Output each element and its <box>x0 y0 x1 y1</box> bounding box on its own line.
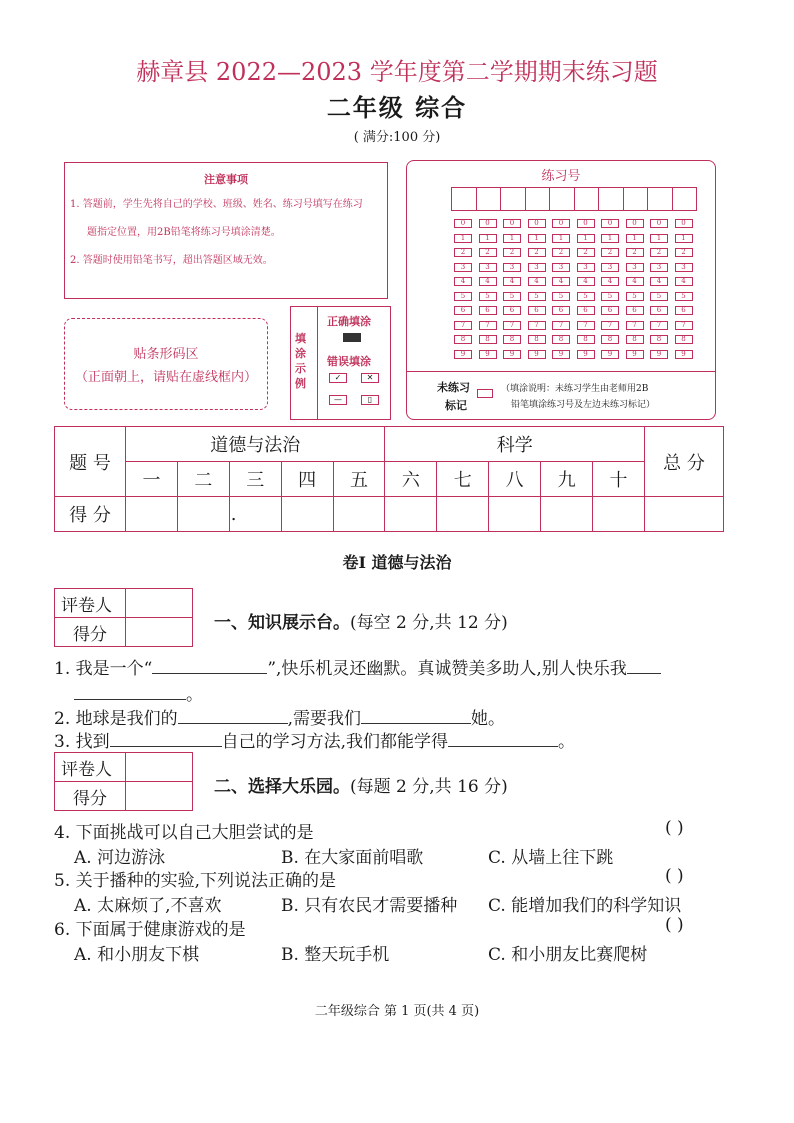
digit-bubble[interactable]: 3 <box>528 263 546 272</box>
digit-bubble[interactable]: 9 <box>528 350 546 359</box>
digit-bubble[interactable]: 0 <box>650 219 668 228</box>
digit-bubble[interactable]: 3 <box>454 263 472 272</box>
col-header: 五 <box>333 462 385 497</box>
section2-note: (每题 2 分,共 16 分) <box>350 777 508 797</box>
digit-bubble[interactable]: 6 <box>601 306 619 315</box>
practice-number-entry-box[interactable] <box>598 187 624 211</box>
digit-bubble[interactable]: 5 <box>454 292 472 301</box>
digit-bubble[interactable]: 3 <box>650 263 668 272</box>
digit-bubble[interactable]: 6 <box>503 306 521 315</box>
q1-blank-1[interactable] <box>152 673 267 674</box>
digit-bubble[interactable]: 7 <box>650 321 668 330</box>
q2-text-a: 2. 地球是我们的 <box>54 709 178 729</box>
q2-text-b: ,需要我们 <box>287 709 362 729</box>
reviewer-label: 评卷人 <box>55 753 126 782</box>
digit-bubble[interactable]: 9 <box>577 350 595 359</box>
question-2 <box>54 704 505 729</box>
q6-option-a: A. 和小朋友下棋 <box>74 945 200 965</box>
digit-bubble[interactable]: 8 <box>626 335 644 344</box>
practice-number-box <box>406 160 716 420</box>
digit-bubble[interactable]: 7 <box>626 321 644 330</box>
q4-option-a: A. 河边游泳 <box>74 848 166 868</box>
notice-heading: 注意事项 <box>204 173 248 186</box>
digit-bubble[interactable]: 4 <box>528 277 546 286</box>
correct-fill-mark <box>343 333 361 342</box>
practice-number-entry-box[interactable] <box>476 187 502 211</box>
q4-option-b: B. 在大家面前唱歌 <box>281 848 424 868</box>
col-header: 二 <box>177 462 229 497</box>
wrong-fill-label: 错误填涂 <box>327 355 371 368</box>
digit-bubble[interactable]: 4 <box>650 277 668 286</box>
q5-option-b: B. 只有农民才需要播种 <box>281 896 458 916</box>
q4-answer-paren[interactable]: ( ) <box>665 818 684 838</box>
grader-score-cell[interactable] <box>126 782 193 811</box>
digit-bubble[interactable]: 9 <box>601 350 619 359</box>
digit-bubble[interactable]: 9 <box>675 350 693 359</box>
wrong-fill-cross-icon: ✕ <box>361 373 379 383</box>
digit-bubble[interactable]: 1 <box>552 234 570 243</box>
digit-bubble[interactable]: 8 <box>675 335 693 344</box>
digit-bubble[interactable]: 7 <box>552 321 570 330</box>
fill-example-side-label: 填涂示例 <box>295 332 306 390</box>
digit-bubble[interactable]: 4 <box>552 277 570 286</box>
digit-bubble[interactable]: 7 <box>577 321 595 330</box>
digit-bubble[interactable]: 8 <box>650 335 668 344</box>
notice-box <box>64 162 388 299</box>
q3-text-a: 3. 找到 <box>54 732 110 752</box>
digit-bubble[interactable]: 2 <box>454 248 472 257</box>
digit-bubble[interactable]: 0 <box>528 219 546 228</box>
score-cell[interactable] <box>333 497 385 532</box>
digit-bubble[interactable]: 7 <box>675 321 693 330</box>
digit-bubble[interactable]: 4 <box>577 277 595 286</box>
digit-bubble[interactable]: 6 <box>454 306 472 315</box>
digit-bubble[interactable]: 0 <box>479 219 497 228</box>
score-cell[interactable] <box>437 497 489 532</box>
digit-bubble[interactable]: 9 <box>626 350 644 359</box>
digit-bubble[interactable]: 5 <box>626 292 644 301</box>
digit-bubble[interactable]: 7 <box>503 321 521 330</box>
question-1 <box>54 654 661 679</box>
q3-text-b: 自己的学习方法,我们都能学得 <box>221 732 449 752</box>
full-score: ( 满分:100 分) <box>353 130 441 145</box>
digit-bubble[interactable]: 2 <box>601 248 619 257</box>
absent-label-1: 未练习 <box>437 381 470 394</box>
score-label: 得分 <box>55 618 126 647</box>
barcode-area <box>64 318 268 410</box>
col-header: 十 <box>593 462 645 497</box>
digit-bubble[interactable]: 2 <box>675 248 693 257</box>
digit-bubble[interactable]: 1 <box>479 234 497 243</box>
q3-text-c: 。 <box>558 732 576 752</box>
q6-option-c: C. 和小朋友比赛爬树 <box>488 945 648 965</box>
question-1-cont <box>74 680 203 705</box>
digit-bubble[interactable]: 0 <box>577 219 595 228</box>
digit-bubble[interactable]: 5 <box>650 292 668 301</box>
wrong-fill-partial-icon: ▯ <box>361 395 379 405</box>
score-cell[interactable] <box>126 497 178 532</box>
group-morality-header: 道德与法治 <box>126 427 385 462</box>
wrong-fill-check-icon: ✓ <box>329 373 347 383</box>
digit-bubble[interactable]: 4 <box>675 277 693 286</box>
q5-option-c: C. 能增加我们的科学知识 <box>488 896 682 916</box>
q6-option-b: B. 整天玩手机 <box>281 945 390 965</box>
barcode-instruction: （正面朝上，请贴在虚线框内） <box>74 370 257 385</box>
q2-text-c: 她。 <box>471 709 506 729</box>
digit-bubble[interactable]: 0 <box>601 219 619 228</box>
digit-bubble[interactable]: 3 <box>601 263 619 272</box>
score-cell[interactable] <box>177 497 229 532</box>
digit-bubble[interactable]: 7 <box>528 321 546 330</box>
digit-bubble[interactable]: 7 <box>454 321 472 330</box>
question-4-stem: 4. 下面挑战可以自己大胆尝试的是 <box>54 823 314 843</box>
digit-bubble[interactable]: 0 <box>454 219 472 228</box>
digit-bubble[interactable]: 9 <box>503 350 521 359</box>
digit-bubble[interactable]: 1 <box>577 234 595 243</box>
digit-bubble[interactable]: 2 <box>577 248 595 257</box>
col-header: 八 <box>489 462 541 497</box>
grader-table-1 <box>54 588 193 647</box>
digit-bubble[interactable]: 5 <box>503 292 521 301</box>
grader-score-cell[interactable] <box>126 618 193 647</box>
digit-bubble[interactable]: 6 <box>479 306 497 315</box>
digit-bubble[interactable]: 7 <box>601 321 619 330</box>
practice-number-entry-box[interactable] <box>672 187 698 211</box>
q2-blank-1[interactable] <box>178 723 288 724</box>
total-header: 总 分 <box>645 427 724 497</box>
digit-bubble[interactable]: 6 <box>675 306 693 315</box>
score-cell[interactable] <box>385 497 437 532</box>
question-5-stem: 5. 关于播种的实验,下列说法正确的是 <box>54 871 337 891</box>
digit-bubble[interactable]: 0 <box>503 219 521 228</box>
digit-bubble[interactable]: 5 <box>577 292 595 301</box>
practice-number-entry-box[interactable] <box>549 187 575 211</box>
digit-bubble[interactable]: 1 <box>528 234 546 243</box>
exam-title: 赫章县 2022—2023 学年度第二学期期末练习题 <box>136 58 658 86</box>
digit-bubble[interactable]: 1 <box>675 234 693 243</box>
section1-heading <box>214 608 508 633</box>
practice-number-entry-box[interactable] <box>525 187 551 211</box>
digit-bubble[interactable]: 9 <box>479 350 497 359</box>
q1-text-c: 。 <box>186 685 203 705</box>
col-header: 七 <box>437 462 489 497</box>
wrong-fill-dash-icon: — <box>329 395 347 405</box>
practice-number-entry-box[interactable] <box>623 187 649 211</box>
q1-text-b: ”,快乐机灵还幽默。真诚赞美多助人,别人快乐我 <box>267 659 627 679</box>
correct-fill-label: 正确填涂 <box>327 315 371 328</box>
digit-bubble[interactable]: 2 <box>650 248 668 257</box>
digit-bubble[interactable]: 0 <box>626 219 644 228</box>
exam-subtitle: 二年级 综合 <box>326 93 468 122</box>
digit-bubble[interactable]: 2 <box>503 248 521 257</box>
practice-number-title: 练习号 <box>541 169 581 184</box>
question-6-stem: 6. 下面属于健康游戏的是 <box>54 920 246 940</box>
grader-table-2 <box>54 752 193 811</box>
digit-bubble[interactable]: 1 <box>454 234 472 243</box>
section1-note: (每空 2 分,共 12 分) <box>350 613 508 633</box>
absent-note-2: 铅笔填涂练习号及左边未练习标记） <box>511 400 656 410</box>
digit-bubble[interactable]: 6 <box>577 306 595 315</box>
digit-bubble[interactable]: 3 <box>626 263 644 272</box>
reviewer-cell[interactable] <box>126 753 193 782</box>
digit-bubble[interactable]: 8 <box>577 335 595 344</box>
digit-bubble[interactable]: 6 <box>650 306 668 315</box>
digit-bubble[interactable]: 3 <box>503 263 521 272</box>
digit-bubble[interactable]: 4 <box>601 277 619 286</box>
total-score-cell[interactable] <box>645 497 724 532</box>
digit-bubble[interactable]: 3 <box>577 263 595 272</box>
question-3 <box>54 727 575 752</box>
col-header: 六 <box>385 462 437 497</box>
practice-number-entry-box[interactable] <box>574 187 600 211</box>
barcode-label: 贴条形码区 <box>133 347 199 362</box>
volume-title: 卷Ⅰ 道德与法治 <box>342 553 452 572</box>
q3-blank-1[interactable] <box>110 746 222 747</box>
digit-bubble[interactable]: 2 <box>626 248 644 257</box>
col-header: 九 <box>541 462 593 497</box>
section1-title: 一、知识展示台。 <box>214 613 350 633</box>
q1-blank-2a[interactable] <box>627 673 661 674</box>
absent-mark-box[interactable] <box>477 389 493 398</box>
absent-label-2: 标记 <box>445 399 467 412</box>
score-cell[interactable] <box>489 497 541 532</box>
digit-bubble[interactable]: 3 <box>479 263 497 272</box>
digit-bubble[interactable]: 4 <box>626 277 644 286</box>
digit-bubble[interactable]: 8 <box>503 335 521 344</box>
digit-bubble[interactable]: 3 <box>675 263 693 272</box>
practice-number-entry-box[interactable] <box>451 187 477 211</box>
digit-bubble[interactable]: 0 <box>675 219 693 228</box>
digit-bubble[interactable]: 6 <box>528 306 546 315</box>
q3-blank-2[interactable] <box>448 746 558 747</box>
digit-bubble[interactable]: 8 <box>552 335 570 344</box>
absent-note-1: （填涂说明：未练习学生由老师用2B <box>501 384 649 394</box>
digit-bubble[interactable]: 9 <box>454 350 472 359</box>
q5-answer-paren[interactable]: ( ) <box>665 866 684 886</box>
digit-bubble[interactable]: 5 <box>675 292 693 301</box>
digit-bubble[interactable]: 1 <box>626 234 644 243</box>
digit-bubble[interactable]: 0 <box>552 219 570 228</box>
fill-example-box <box>290 306 391 420</box>
notice-line1b: 题指定位置，用2B铅笔将练习号填涂清楚。 <box>87 227 281 238</box>
col-header: 四 <box>281 462 333 497</box>
digit-bubble[interactable]: 5 <box>528 292 546 301</box>
group-science-header: 科学 <box>385 427 645 462</box>
digit-bubble[interactable]: 4 <box>479 277 497 286</box>
notice-line2: 2. 答题时使用铅笔书写，超出答题区域无效。 <box>70 255 273 266</box>
score-cell[interactable]: . <box>229 497 281 532</box>
q6-answer-paren[interactable]: ( ) <box>665 915 684 935</box>
section2-heading <box>214 772 508 797</box>
digit-bubble[interactable]: 8 <box>528 335 546 344</box>
question-number-header: 题 号 <box>55 427 126 497</box>
digit-bubble[interactable]: 2 <box>552 248 570 257</box>
page-footer: 二年级综合 第 1 页(共 4 页) <box>314 1004 480 1019</box>
digit-bubble[interactable]: 5 <box>479 292 497 301</box>
digit-bubble[interactable]: 8 <box>601 335 619 344</box>
digit-bubble[interactable]: 9 <box>552 350 570 359</box>
digit-bubble[interactable]: 2 <box>528 248 546 257</box>
q1-text-a: 1. 我是一个“ <box>54 659 153 679</box>
digit-bubble[interactable]: 7 <box>479 321 497 330</box>
digit-bubble[interactable]: 3 <box>552 263 570 272</box>
practice-number-entry-box[interactable] <box>647 187 673 211</box>
score-cell[interactable] <box>281 497 333 532</box>
digit-bubble[interactable]: 8 <box>479 335 497 344</box>
score-cell[interactable] <box>593 497 645 532</box>
col-header: 一 <box>126 462 178 497</box>
digit-bubble[interactable]: 1 <box>503 234 521 243</box>
notice-line1: 1. 答题前，学生先将自己的学校、班级、姓名、练习号填写在练习 <box>70 199 363 210</box>
reviewer-label: 评卷人 <box>55 589 126 618</box>
digit-bubble[interactable]: 1 <box>650 234 668 243</box>
digit-bubble[interactable]: 6 <box>626 306 644 315</box>
q2-blank-2[interactable] <box>361 723 471 724</box>
digit-bubble[interactable]: 8 <box>454 335 472 344</box>
score-table <box>54 426 724 532</box>
digit-bubble[interactable]: 1 <box>601 234 619 243</box>
digit-bubble[interactable]: 5 <box>601 292 619 301</box>
digit-bubble[interactable]: 6 <box>552 306 570 315</box>
q4-option-c: C. 从墙上往下跳 <box>488 848 614 868</box>
score-row-label: 得 分 <box>55 497 126 532</box>
digit-bubble[interactable]: 5 <box>552 292 570 301</box>
score-cell[interactable] <box>541 497 593 532</box>
q5-option-a: A. 太麻烦了,不喜欢 <box>74 896 222 916</box>
digit-bubble[interactable]: 4 <box>503 277 521 286</box>
q1-blank-2b[interactable] <box>74 699 186 700</box>
col-header: 三 <box>229 462 281 497</box>
section2-title: 二、选择大乐园。 <box>214 777 350 797</box>
digit-bubble[interactable]: 2 <box>479 248 497 257</box>
reviewer-cell[interactable] <box>126 589 193 618</box>
digit-bubble[interactable]: 4 <box>454 277 472 286</box>
digit-bubble[interactable]: 9 <box>650 350 668 359</box>
practice-number-entry-box[interactable] <box>500 187 526 211</box>
score-label: 得分 <box>55 782 126 811</box>
